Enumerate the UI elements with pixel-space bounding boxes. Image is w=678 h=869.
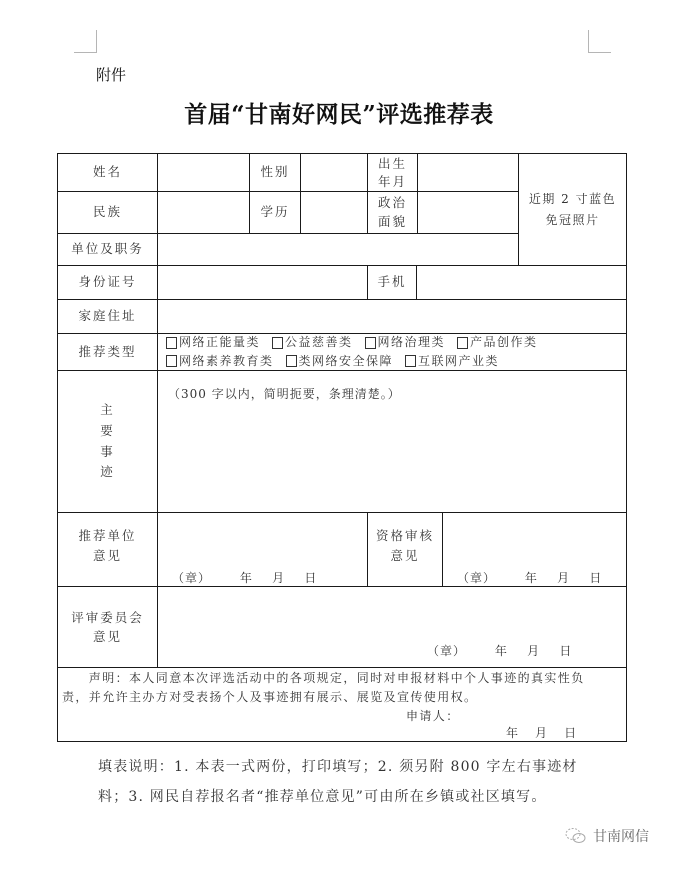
page-corner-mark-right [588, 30, 611, 53]
deeds-label [57, 370, 158, 513]
deeds-label-char: 迹 [100, 464, 115, 480]
declaration-box [57, 667, 627, 742]
type-option-label: 类网络安全保障 [298, 354, 394, 368]
type-option-industry[interactable] [405, 352, 499, 371]
name-field[interactable] [157, 153, 250, 192]
recommender-opinion-label [57, 512, 158, 587]
type-option-positive-energy[interactable] [166, 333, 260, 352]
address-field[interactable] [157, 299, 627, 334]
checkbox-icon[interactable] [166, 337, 177, 349]
applicant-label: 申请人： [406, 709, 460, 723]
qualification-label-line2: 意见 [390, 547, 420, 563]
declaration-line2: 责，并允许主办方对受表扬个人及事迹拥有展示、展览及宣传使用权。 [62, 690, 478, 704]
address-label: 家庭住址 [57, 299, 158, 334]
type-option-label: 互联网产业类 [418, 354, 500, 368]
phone-label: 手机 [367, 265, 417, 300]
political-label-line1: 政治 [377, 195, 407, 211]
instructions-line2: 料；3. 网民自荐报名者“推荐单位意见”可由所在乡镇或社区填写。 [98, 789, 547, 805]
type-option-label: 产品创作类 [470, 335, 538, 350]
page-corner-mark-left [74, 30, 97, 53]
name-label: 姓名 [57, 153, 158, 192]
gender-label: 性别 [249, 153, 301, 192]
type-option-literacy[interactable] [166, 352, 274, 371]
instructions-line1: 填表说明：1. 本表一式两份，打印填写；2. 须另附 800 字左右事迹材 [98, 759, 578, 775]
political-field[interactable] [417, 191, 519, 234]
fill-instructions [98, 752, 598, 812]
photo-label-line2: 免冠照片 [545, 212, 600, 227]
photo-area[interactable] [518, 153, 627, 266]
recommender-seal-date: （章） 年 月 日 [172, 571, 318, 585]
checkbox-icon[interactable] [405, 355, 416, 367]
checkbox-icon[interactable] [457, 337, 468, 349]
page-title: 首届“甘南好网民”评选推荐表 [184, 101, 494, 128]
gender-field[interactable] [300, 153, 368, 192]
unit-label: 单位及职务 [57, 233, 158, 266]
type-option-charity[interactable] [272, 333, 353, 352]
deeds-hint: （300 字以内，简明扼要，条理清楚。） [168, 387, 401, 401]
recommender-label-line1: 推荐单位 [78, 528, 137, 544]
watermark [565, 826, 649, 846]
birth-label-line2: 年月 [377, 173, 407, 189]
education-label: 学历 [249, 191, 301, 234]
qualification-label-line1: 资格审核 [375, 528, 434, 544]
checkbox-icon[interactable] [365, 337, 376, 349]
birth-field[interactable] [417, 153, 519, 192]
education-field[interactable] [300, 191, 368, 234]
id-field[interactable] [157, 265, 368, 300]
type-option-label: 网络正能量类 [179, 335, 261, 350]
type-option-label: 公益慈善类 [285, 335, 353, 350]
type-label: 推荐类型 [57, 333, 158, 371]
photo-label-line1: 近期 2 寸蓝色 [528, 192, 617, 207]
type-option-creation[interactable] [457, 333, 538, 352]
type-option-security[interactable] [286, 352, 394, 371]
checkbox-icon[interactable] [286, 355, 297, 367]
declaration-line1: 声明：本人同意本次评选活动中的各项规定，同时对申报材料中个人事迹的真实性负 [62, 671, 585, 685]
committee-label-line2: 意见 [92, 629, 122, 644]
qualification-opinion-label [367, 512, 443, 587]
deeds-label-char: 主 [100, 402, 115, 418]
political-label-line2: 面貌 [377, 213, 407, 229]
ethnicity-label: 民族 [57, 191, 158, 234]
id-label: 身份证号 [57, 265, 158, 300]
recommend-type-options [157, 333, 627, 371]
checkbox-icon[interactable] [272, 337, 283, 349]
type-option-label: 网络素养教育类 [179, 354, 274, 368]
applicant-date: 年 月 日 [506, 726, 578, 740]
political-label [367, 191, 418, 234]
recommender-label-line2: 意见 [92, 547, 122, 563]
committee-label-line1: 评审委员会 [71, 609, 144, 625]
phone-field[interactable] [416, 265, 627, 300]
deeds-label-char: 事 [100, 443, 115, 459]
birth-label-line1: 出生 [377, 156, 407, 171]
deeds-label-char: 要 [100, 422, 115, 438]
unit-field[interactable] [157, 233, 519, 266]
committee-seal-date: （章） 年 月 日 [427, 644, 573, 658]
checkbox-icon[interactable] [166, 355, 177, 367]
wechat-icon [565, 827, 587, 845]
watermark-text: 甘南网信 [593, 829, 649, 845]
attachment-label: 附件 [96, 66, 127, 84]
qualification-seal-date: （章） 年 月 日 [457, 571, 603, 585]
birth-label [367, 153, 418, 192]
ethnicity-field[interactable] [157, 191, 250, 234]
deeds-field[interactable] [157, 370, 627, 513]
type-option-label: 网络治理类 [377, 335, 446, 350]
type-option-governance[interactable] [365, 333, 446, 352]
committee-opinion-label [57, 586, 158, 668]
